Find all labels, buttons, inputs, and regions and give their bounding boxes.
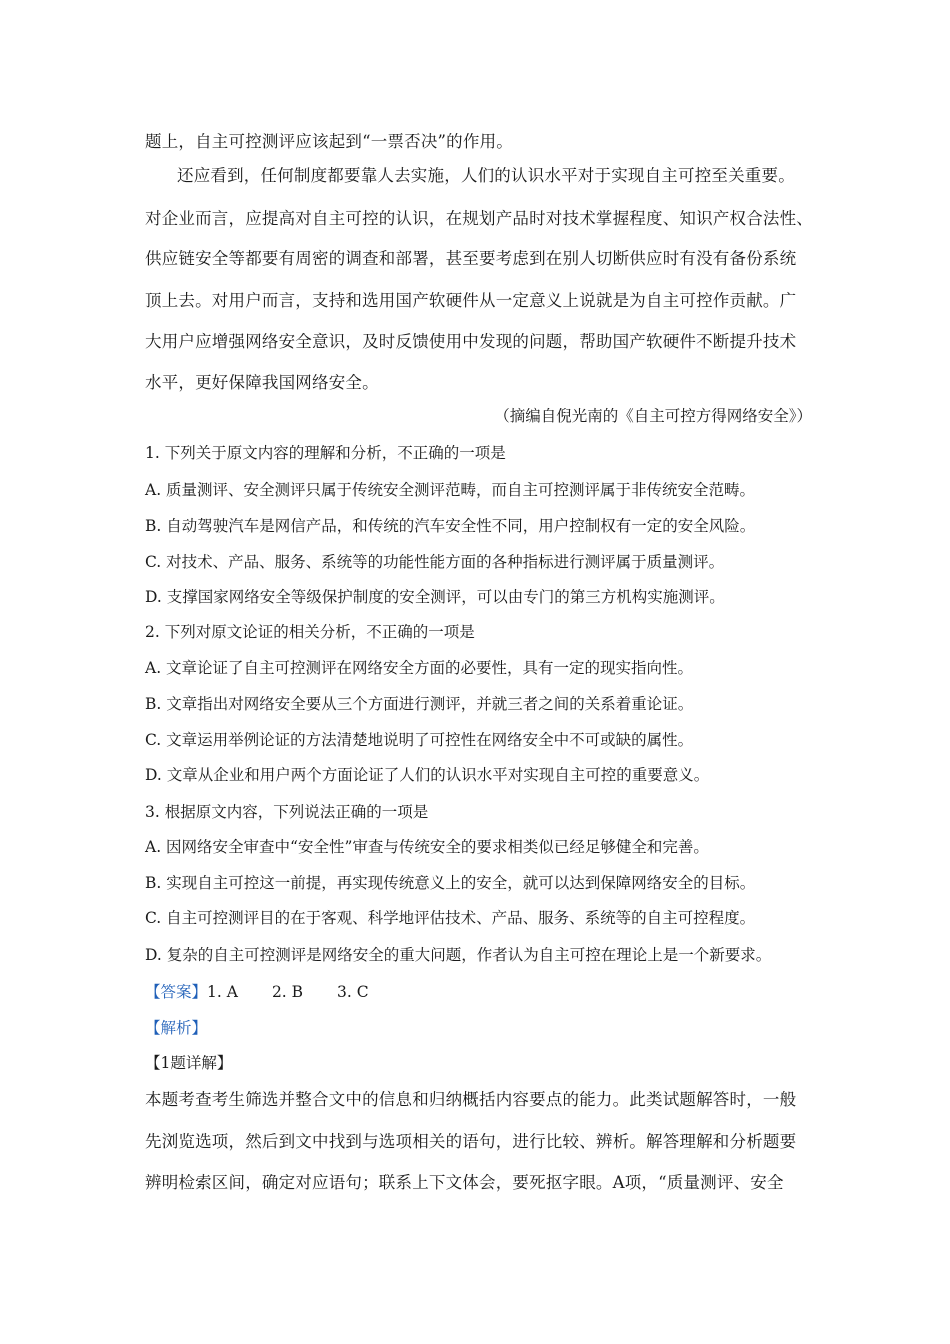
question-2-stem: 2. 下列对原文论证的相关分析，不正确的一项是 [145, 623, 475, 641]
answer-item: 1. A [207, 983, 238, 1001]
passage-line: 题上，自主可控测评应该起到“一票否决”的作用。 [145, 132, 513, 151]
question-1-option-d: D. 支撑国家网络安全等级保护制度的安全测评，可以由专门的第三方机构实施测评。 [145, 588, 725, 606]
question-2-option-a: A. 文章论证了自主可控测评在网络安全方面的必要性，具有一定的现实指向性。 [145, 659, 694, 677]
passage-line: 供应链安全等都要有周密的调查和部署，甚至要考虑到在别人切断供应时有没有备份系统 [145, 249, 797, 268]
passage-line: 还应看到，任何制度都要靠人去实施，人们的认识水平对于实现自主可控至关重要。 [177, 166, 795, 185]
question-3-option-a: A. 因网络安全审查中“安全性”审查与传统安全的要求相类似已经足够健全和完善。 [145, 838, 709, 856]
passage-line: 对企业而言，应提高对自主可控的认识，在规划产品时对技术掌握程度、知识产权合法性、 [145, 209, 813, 228]
question-3-option-b: B. 实现自主可控这一前提，再实现传统意义上的安全，就可以达到保障网络安全的目标。 [145, 874, 756, 892]
question-1-stem: 1. 下列关于原文内容的理解和分析，不正确的一项是 [145, 444, 506, 462]
question-3-stem: 3. 根据原文内容，下列说法正确的一项是 [145, 803, 429, 821]
answer-row [145, 980, 403, 1002]
passage-line: 顶上去。对用户而言，支持和选用国产软硬件从一定意义上说就是为自主可控作贡献。广 [145, 291, 797, 310]
question-3-option-c: C. 自主可控测评目的在于客观、科学地评估技术、产品、服务、系统等的自主可控程度。 [145, 909, 756, 927]
answer-item: 3. C [337, 983, 369, 1001]
analysis-detail-label: 【1题详解】 [145, 1054, 233, 1072]
analysis-label: 【解析】 [145, 1019, 208, 1037]
question-2-option-c: C. 文章运用举例论证的方法清楚地说明了可控性在网络安全中不可或缺的属性。 [145, 731, 694, 749]
question-1-option-a: A. 质量测评、安全测评只属于传统安全测评范畴，而自主可控测评属于非传统安全范畴。 [145, 481, 756, 499]
answer-item: 2. B [271, 983, 304, 1001]
analysis-line: 先浏览选项，然后到文中找到与选项相关的语句，进行比较、辨析。解答理解和分析题要 [145, 1132, 797, 1151]
question-2-option-b: B. 文章指出对网络安全要从三个方面进行测评，并就三者之间的关系着重论证。 [145, 695, 694, 713]
passage-line: 水平，更好保障我国网络安全。 [145, 373, 379, 392]
question-1-option-b: B. 自动驾驶汽车是网信产品，和传统的汽车安全性不同，用户控制权有一定的安全风险。 [145, 517, 756, 535]
answer-label: 【答案】 [145, 983, 208, 1001]
question-2-option-d: D. 文章从企业和用户两个方面论证了人们的认识水平对实现自主可控的重要意义。 [145, 766, 710, 784]
analysis-line: 本题考查考生筛选并整合文中的信息和归纳概括内容要点的能力。此类试题解答时，一般 [145, 1090, 797, 1109]
question-1-option-c: C. 对技术、产品、服务、系统等的功能性能方面的各种指标进行测评属于质量测评。 [145, 553, 725, 571]
passage-source: （摘编自倪光南的《自主可控方得网络安全》） [494, 407, 812, 425]
question-3-option-d: D. 复杂的自主可控测评是网络安全的重大问题，作者认为自主可控在理论上是一个新要求。 [145, 946, 772, 964]
passage-line: 大用户应增强网络安全意识，及时反馈使用中发现的问题，帮助国产软硬件不断提升技术 [145, 332, 797, 351]
analysis-line: 辨明检索区间，确定对应语句；联系上下文体会，要死抠字眼。A项，“质量测评、安全 [145, 1173, 784, 1192]
